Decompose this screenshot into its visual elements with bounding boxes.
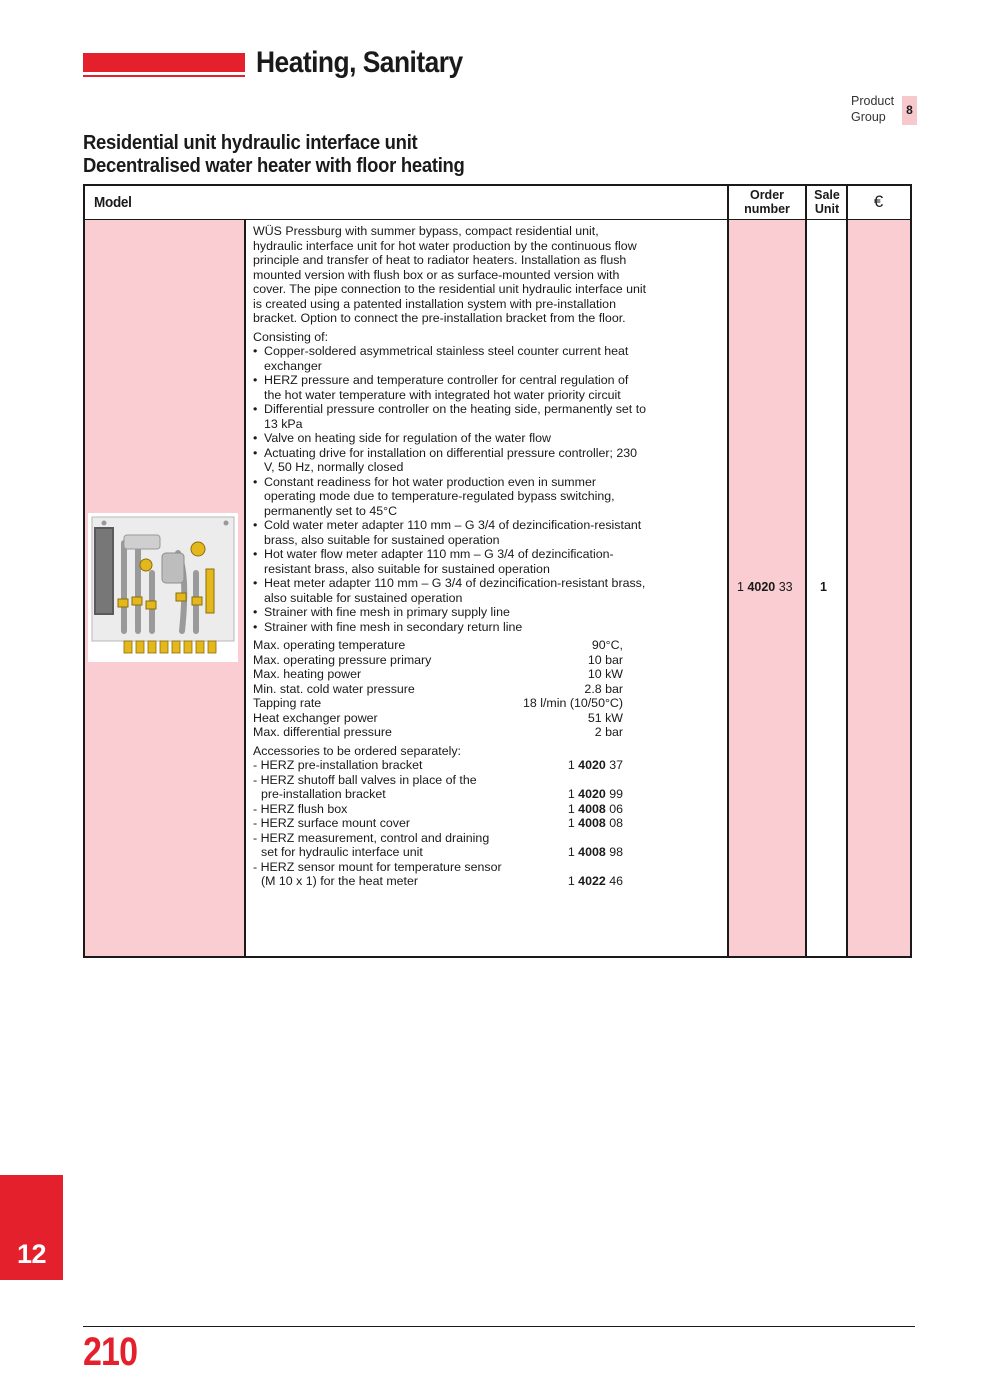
- accessory-row: - HERZ shutoff ball valves in place of the pre-installation bracket 1 4020 99: [253, 772, 623, 801]
- spec-list: [253, 638, 648, 740]
- list-item: • Actuating drive for installation on differential pressure controller; 230 V, 50 Hz, normally closed: [253, 446, 648, 475]
- list-item: • Constant readiness for hot water production even in summer operating mode due to temperature-regulated bypass switching, permanently set to 45°C: [253, 475, 648, 519]
- section-color-bar: [83, 53, 245, 72]
- accessory-code: 1 4008 08: [567, 816, 623, 830]
- product-heading: Residential unit hydraulic interface unit Decentralised water heater with floor heating: [83, 131, 465, 177]
- footer-divider: [83, 1326, 915, 1327]
- consisting-label: Consisting of:: [253, 329, 329, 344]
- spec-row: Max. operating temperature 90°C,: [253, 638, 623, 652]
- header-sale-unit: Sale Unit: [814, 188, 840, 216]
- order-number: 1 4020 33: [737, 580, 793, 594]
- spec-row: Heat exchanger power 51 kW: [253, 710, 623, 725]
- intro-text: WÜS Pressburg with summer bypass, compact residential unit, hydraulic interface unit for hot water production by the continuous flow principle and transfer of heat to radiator heaters. Installation as flush mounted version with flush box or as surface-mounted version with cover. The pipe connection to the residential unit hydraulic interface unit is created using a patented installation system with pre-installation bracket. Option to connect the pre-installation bracket from the floor.: [253, 224, 647, 325]
- header-model: Model: [94, 194, 132, 211]
- accessories-label: Accessories to be ordered separately:: [253, 743, 461, 758]
- price-cell: [847, 220, 910, 956]
- chapter-number: 12: [16, 1239, 47, 1269]
- product-description: [253, 224, 648, 889]
- header-price: €: [873, 192, 884, 211]
- product-image: [88, 513, 238, 662]
- list-item: • Cold water meter adapter 110 mm – G 3/4 of dezincification-resistant brass, also suitable for sustained operation: [253, 518, 648, 547]
- chapter-tab: [0, 1175, 63, 1280]
- accessory-code: 1 4008 06: [567, 801, 623, 816]
- accessory-code: 1 4020 99: [567, 787, 623, 801]
- list-item: • Strainer with fine mesh in primary supply line: [253, 605, 648, 620]
- table-header: [85, 186, 910, 220]
- list-item: • Copper-soldered asymmetrical stainless steel counter current heat exchanger: [253, 344, 648, 373]
- list-item: • Differential pressure controller on the heating side, permanently set to 13 kPa: [253, 402, 648, 431]
- component-list: [253, 344, 648, 634]
- header-order-number: Order number: [744, 188, 790, 216]
- sale-unit: 1: [820, 580, 827, 594]
- divider: [846, 186, 848, 956]
- accessory-code: 1 4020 37: [567, 758, 623, 772]
- accessory-list: [253, 758, 648, 889]
- spec-row: Max. differential pressure 2 bar: [253, 725, 623, 739]
- accessory-row: - HERZ surface mount cover 1 4008 08: [253, 816, 623, 830]
- section-title: Heating, Sanitary: [256, 46, 463, 79]
- divider: [727, 186, 729, 956]
- accessory-row: - HERZ sensor mount for temperature sensor (M 10 x 1) for the heat meter 1 4022 46: [253, 859, 623, 888]
- accessory-row: - HERZ pre-installation bracket 1 4020 37: [253, 758, 623, 772]
- list-item: • HERZ pressure and temperature controller for central regulation of the hot water temperature with integrated hot water priority circuit: [253, 373, 648, 402]
- product-group-number: 8: [902, 96, 917, 125]
- accessory-row: - HERZ measurement, control and draining set for hydraulic interface unit 1 4008 98: [253, 830, 623, 859]
- spec-row: Min. stat. cold water pressure 2.8 bar: [253, 681, 623, 696]
- spec-row: Max. heating power 10 kW: [253, 667, 623, 681]
- list-item: • Hot water flow meter adapter 110 mm – G 3/4 of dezincification-resistant brass, also suitable for sustained operation: [253, 547, 648, 576]
- page-number: 210: [83, 1330, 138, 1374]
- divider: [244, 220, 246, 956]
- list-item: • Valve on heating side for regulation of the water flow: [253, 431, 648, 446]
- spec-row: Tapping rate 18 l/min (10/50°C): [253, 696, 623, 710]
- list-item: • Heat meter adapter 110 mm – G 3/4 of dezincification-resistant brass, also suitable for sustained operation: [253, 576, 648, 605]
- accessory-code: 1 4022 46: [567, 874, 623, 888]
- accessory-row: - HERZ flush box 1 4008 06: [253, 801, 623, 816]
- list-item: • Strainer with fine mesh in secondary return line: [253, 620, 648, 635]
- divider: [805, 186, 807, 956]
- product-group-label: Product Group: [851, 94, 895, 124]
- spec-row: Max. operating pressure primary 10 bar: [253, 652, 623, 667]
- accessory-code: 1 4008 98: [567, 845, 623, 859]
